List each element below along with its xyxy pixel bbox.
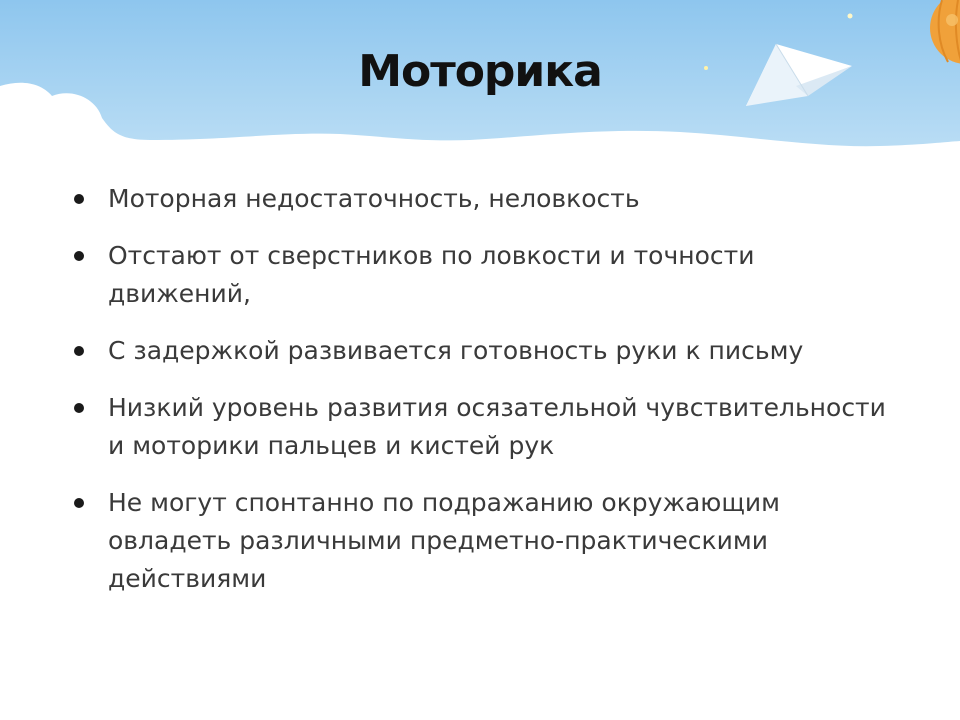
bullet-icon — [74, 251, 84, 261]
bullet-list — [74, 180, 894, 598]
slide-title: Моторика — [358, 46, 602, 97]
sparkle-icon — [848, 14, 853, 19]
bullet-icon — [74, 346, 84, 356]
bullet-icon — [74, 403, 84, 413]
bullet-text: Не могут спонтанно по подражанию окружающим овладеть различными предметно-практическими действиями — [108, 488, 780, 593]
list-item — [74, 180, 894, 218]
bullet-icon — [74, 194, 84, 204]
bullet-text: Низкий уровень развития осязательной чувствительности и моторики пальцев и кистей рук — [108, 393, 886, 460]
bullet-text: Отстают от сверстников по ловкости и точности движений, — [108, 241, 755, 308]
list-item — [74, 484, 894, 598]
list-item — [74, 332, 894, 370]
list-item — [74, 389, 894, 465]
bullet-text: Моторная недостаточность, неловкость — [108, 184, 640, 213]
bullet-icon — [74, 498, 84, 508]
bullet-text: С задержкой развивается готовность руки к письму — [108, 336, 804, 365]
list-item — [74, 237, 894, 313]
